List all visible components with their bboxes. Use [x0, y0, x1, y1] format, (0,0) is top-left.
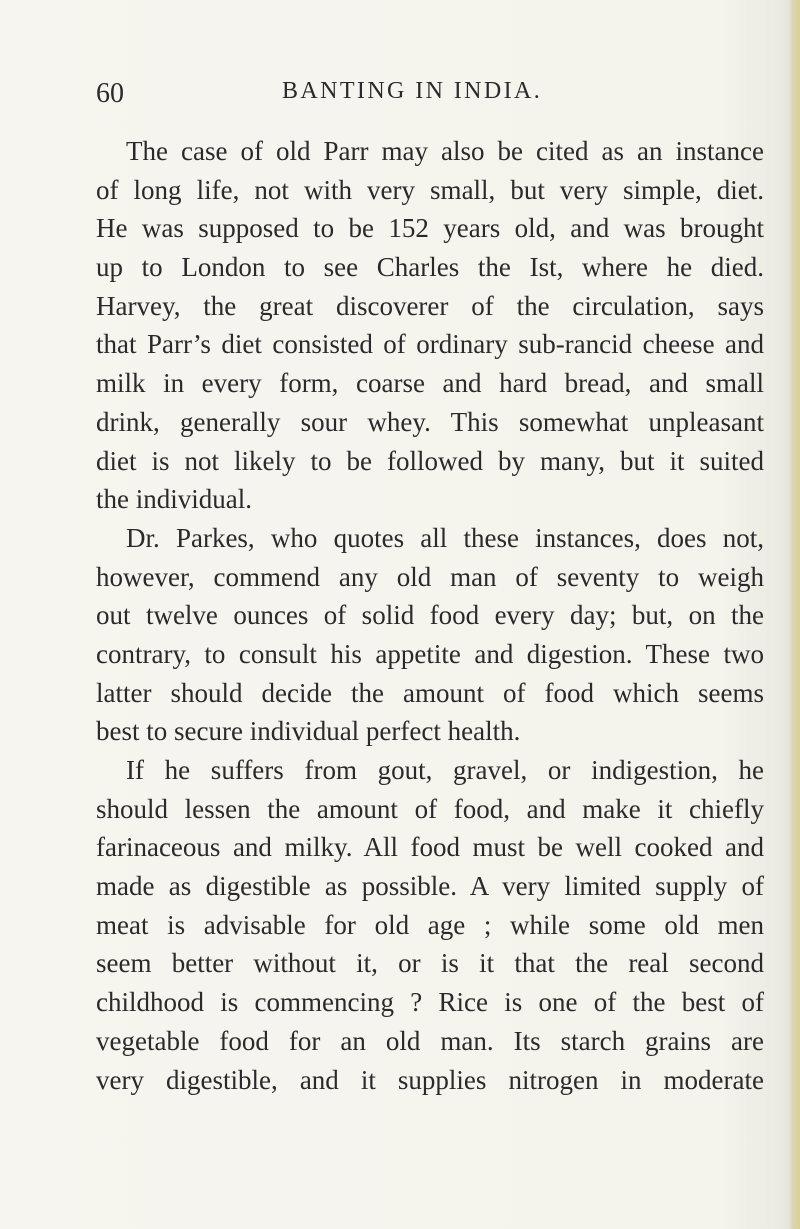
text-line: farinaceous and milky. All food must be well cooked and	[96, 832, 764, 863]
page-header	[96, 78, 786, 112]
text-line: contrary, to consult his appetite and digestion. These two	[96, 638, 764, 669]
text-line: He was supposed to be 152 years old, and was brought	[96, 213, 764, 244]
text-line: made as digestible as possible. A very limited supply of	[96, 871, 764, 902]
text-line: If he suffers from gout, gravel, or indigestion, he	[126, 755, 764, 785]
text-line: drink, generally sour whey. This somewhat unpleasant	[96, 406, 764, 437]
text-line: milk in every form, coarse and hard bread, and small	[96, 368, 764, 399]
text-line: seem better without it, or is it that the real second	[96, 948, 764, 979]
page-number: 60	[96, 78, 124, 109]
text-line: diet is not likely to be followed by many, but it suited	[96, 445, 764, 476]
text-line: best to secure individual perfect health.	[96, 716, 521, 747]
text-line: latter should decide the amount of food which seems	[96, 677, 764, 708]
text-line: childhood is commencing ? Rice is one of the best of	[96, 987, 764, 1018]
text-line: very digestible, and it supplies nitrogen in moderate	[96, 1064, 764, 1095]
text-line: Harvey, the great discoverer of the circulation, says	[96, 290, 764, 321]
page-edge	[788, 0, 800, 1229]
text-line: that Parr’s diet consisted of ordinary sub-rancid cheese and	[96, 329, 764, 360]
text-line: The case of old Parr may also be cited as an instance	[126, 136, 764, 166]
text-line: Dr. Parkes, who quotes all these instances, does not,	[126, 522, 764, 553]
text-line: of long life, not with very small, but very simple, diet.	[96, 174, 764, 205]
running-head: BANTING IN INDIA.	[282, 78, 543, 104]
text-line: the individual.	[96, 484, 252, 515]
text-line: vegetable food for an old man. Its starch grains are	[96, 1025, 764, 1056]
text-line: up to London to see Charles the Ist, where he died.	[96, 252, 764, 283]
text-line: meat is advisable for old age ; while some old men	[96, 909, 764, 940]
text-line: however, commend any old man of seventy to weigh	[96, 561, 764, 592]
body-text	[96, 132, 764, 1099]
text-line: out twelve ounces of solid food every day; but, on the	[96, 600, 764, 631]
text-line: should lessen the amount of food, and make it chiefly	[96, 793, 764, 824]
